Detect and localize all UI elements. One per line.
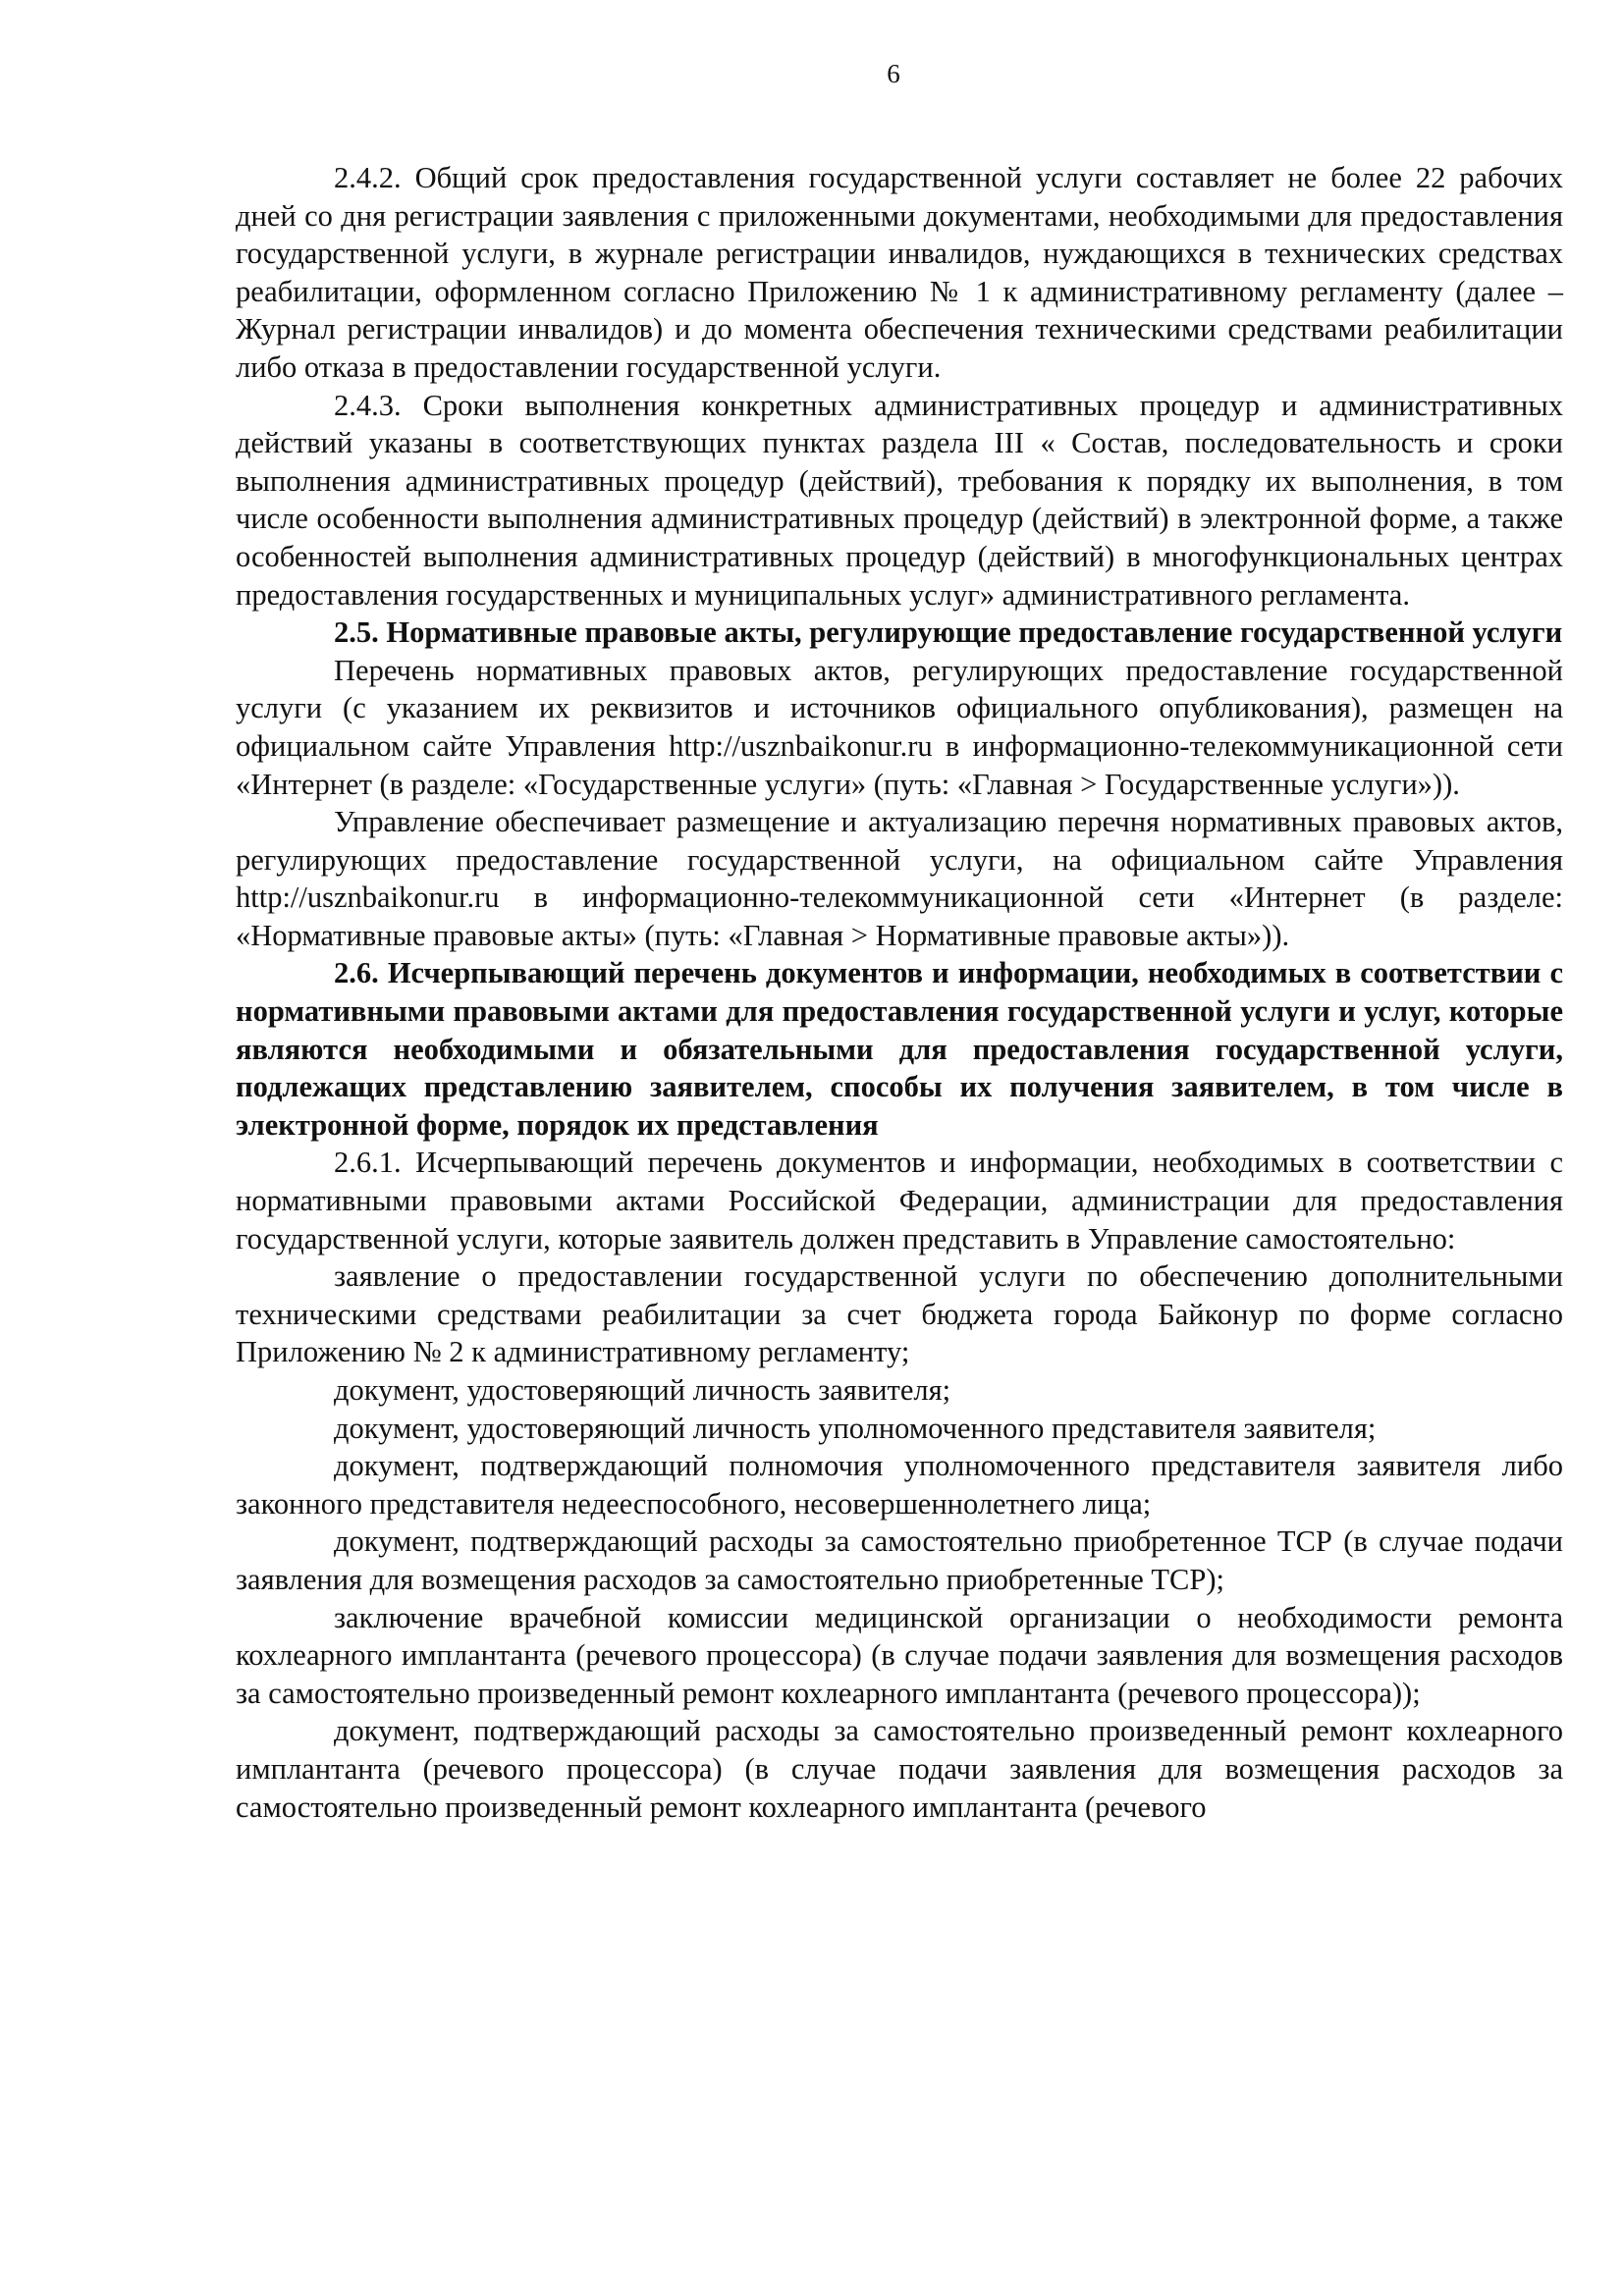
page-number: 6 <box>887 59 900 88</box>
list-item-representative-id: документ, удостоверяющий личность уполномоченного представителя заявителя; <box>334 1411 1377 1445</box>
paragraph-2-6-1: 2.6.1. Исчерпывающий перечень документов и информации, необходимых в соответствии с нормативными правовыми актами Российской Федерации, администрации для предоставления государственной услуги, которые заявитель должен представить в Управление самостоятельно: <box>236 1146 1563 1255</box>
list-item-applicant-id: документ, удостоверяющий личность заявителя; <box>334 1373 951 1407</box>
list-item-application: заявление о предоставлении государственной услуги по обеспечению дополнительными техническими средствами реабилитации за счет бюджета города Байконур по форме согласно Приложению № 2 к административному регламенту; <box>236 1259 1563 1369</box>
list-item-repair-expenses: документ, подтверждающий расходы за самостоятельно произведенный ремонт кохлеарного имплантанта (речевого процессора) (в случае подачи заявления для возмещения расходов за самостоятельно произведенный ремонт кохлеарного имплантанта (речевого <box>236 1714 1563 1824</box>
list-item-representative-authority: документ, подтверждающий полномочия уполномоченного представителя заявителя либо законного представителя недееспособного, несовершеннолетнего лица; <box>236 1449 1563 1521</box>
paragraph-regulations-list: Перечень нормативных правовых актов, регулирующих предоставление государственной услуги (с указанием их реквизитов и источников официального опубликования), размещен на официальном сайте Управления http://usznbaikonur.ru в информационно-телекоммуникационной сети «Интернет (в разделе: «Государственные услуги» (путь: «Главная > Государственные услуги»)). <box>236 653 1563 801</box>
list-item-medical-conclusion: заключение врачебной комиссии медицинской организации о необходимости ремонта кохлеарного имплантанта (речевого процессора) (в случае подачи заявления для возмещения расходов за самостоятельно произведенный ремонт кохлеарного имплантанта (речевого процессора)); <box>236 1600 1563 1710</box>
paragraph-2-4-2: 2.4.2. Общий срок предоставления государственной услуги составляет не более 22 рабочих дней со дня регистрации заявления с приложенными документами, необходимыми для предоставления государственной услуги, в журнале регистрации инвалидов, нуждающихся в технических средствах реабилитации, оформленном согласно Приложению № 1 к административному регламенту (далее – Журнал регистрации инвалидов) и до момента обеспечения техническими средствами реабилитации либо отказа в предоставлении государственной услуги. <box>236 161 1563 384</box>
paragraph-2-4-3: 2.4.3. Сроки выполнения конкретных административных процедур и административных действий указаны в соответствующих пунктах раздела III « Состав, последовательность и сроки выполнения административных процедур (действий), требования к порядку их выполнения, в том числе особенности выполнения административных процедур (действий) в электронной форме, а также особенностей выполнения административных процедур (действий) в многофункциональных центрах предоставления государственных и муниципальных услуг» административного регламента. <box>236 388 1563 612</box>
list-item-tsr-expenses: документ, подтверждающий расходы за самостоятельно приобретенное ТСР (в случае подачи заявления для возмещения расходов за самостоятельно приобретенные ТСР); <box>236 1524 1563 1596</box>
section-heading-2-5: 2.5. Нормативные правовые акты, регулирующие предоставление государственной услуги <box>334 615 1563 650</box>
section-heading-2-6: 2.6. Исчерпывающий перечень документов и информации, необходимых в соответствии с нормативными правовыми актами для предоставления государственной услуги и услуг, которые являются необходимыми и обязательными для предоставления государственной услуги, подлежащих представлению заявителем, способы их получения заявителем, в том числе в электронной форме, порядок их представления <box>236 956 1563 1142</box>
paragraph-regulations-update: Управление обеспечивает размещение и актуализацию перечня нормативных правовых актов, регулирующих предоставление государственной услуги, на официальном сайте Управления http://usznbaikonur.ru в информационно-телекоммуникационной сети «Интернет (в разделе: «Нормативные правовые акты» (путь: «Главная > Нормативные правовые акты»)). <box>236 805 1563 952</box>
document-body <box>236 159 1563 1826</box>
